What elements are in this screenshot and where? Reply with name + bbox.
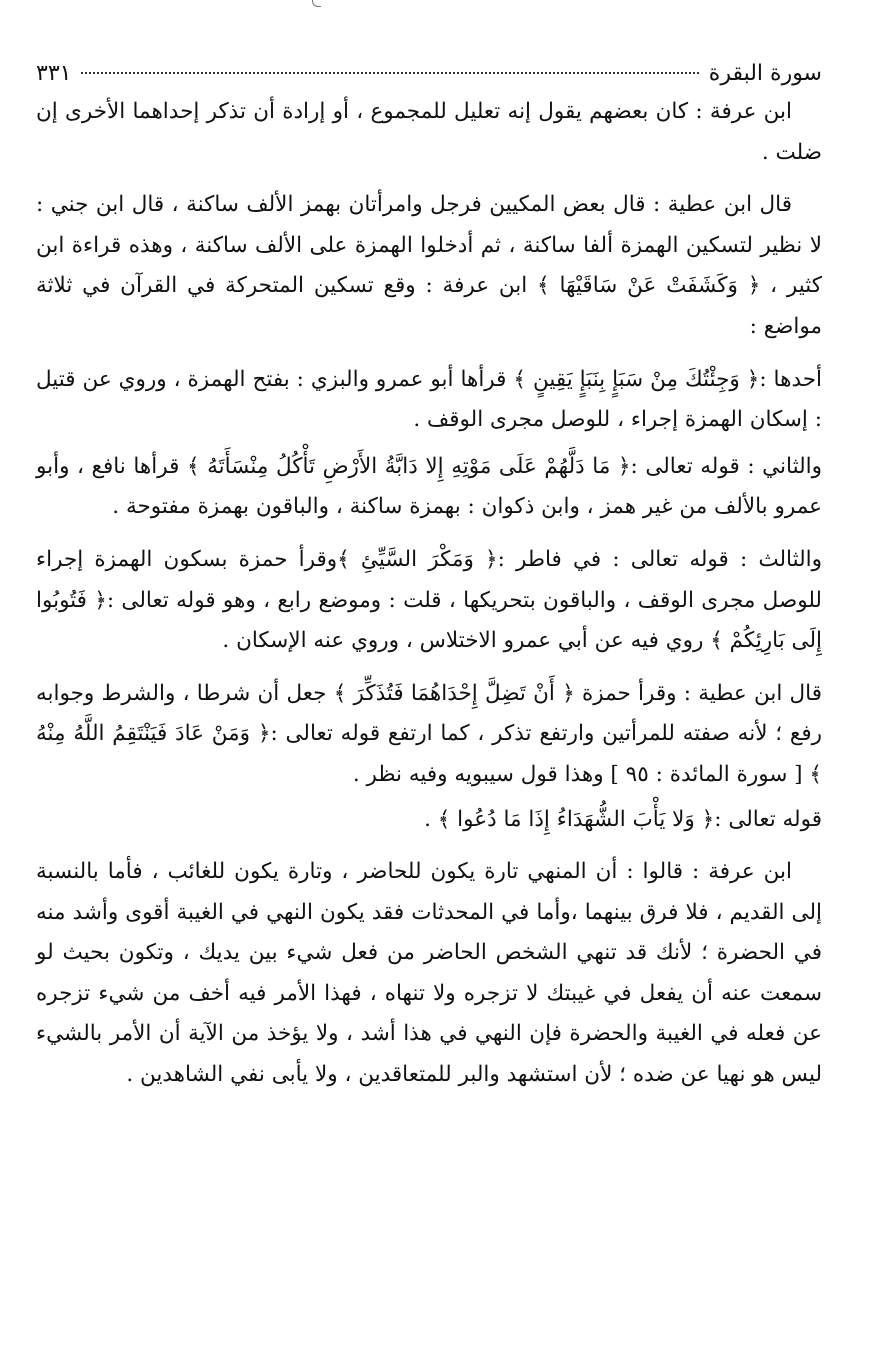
document-page [36, 56, 822, 1096]
header-dotted-rule [81, 72, 698, 74]
surah-title: سورة البقرة [708, 60, 822, 86]
paragraph-1: ابن عرفة : كان بعضهم يقول إنه تعليل للمجموع ، أو إرادة أن تذكر إحداهما الأخرى إن ضلت . [36, 99, 822, 165]
paragraph-3: أحدها :﴿ وَجِئْتُكَ مِنْ سَبَإٍ بِنَبَإٍ يَقِينٍ ﴾ قرأها أبو عمرو والبزي : بفتح الهمزة ، وروي عن قتيل : إسكان الهمزة إجراء ، للوصل مجرى الوقف . [36, 366, 822, 433]
paragraph-8: ابن عرفة : قالوا : أن المنهي تارة يكون للحاضر ، وتارة يكون للغائب ، فأما بالنسبة إلى القديم ، فلا فرق بينهما ،وأما في المحدثات فقد يكون النهي في الغيبة أقوى وأشد منه في الحضرة ؛ لأنك قد تنهي الشخص الحاضر من فعل شيء بين يديك ، وتكون بحيث لو سمعت عنه أن يفعل في غيبتك لا تزجره ولا تنهاه ، فهذا الأمر فيه أخف من شيء تزجره عن فعله في الغيبة والحضرة فإن النهي في هذا أشد ، ولا يؤخذ من الآية أن الأمر بالشيء ليس هو نهيا عن ضده ؛ لأن استشهد والبر للمتعاقدين ، ولا يأبى نفي الشاهدين . [36, 859, 822, 1088]
paragraph-6: قال ابن عطية : وقرأ حمزة ﴿ أَنْ تَضِلَّ إِحْدَاهُمَا فَتُذَكِّرَ ﴾ جعل أن شرطا ، والشرط وجوابه رفع ؛ لأنه صفته للمرأتين وارتفع تذكر ، كما ارتفع قوله تعالى :﴿ وَمَنْ عَادَ فَيَنْتَقِمُ اللَّهُ مِنْهُ ﴾ [ سورة المائدة : ٩٥ ] وهذا قول سيبويه وفيه نظر . [36, 680, 822, 787]
page-number: ٣٣١ [36, 60, 72, 86]
page-edge-mark [312, 0, 321, 7]
paragraph-4: والثاني : قوله تعالى :﴿ مَا دَلَّهُمْ عَلَى مَوْتِهِ إِلا دَابَّةُ الأَرْضِ تَأْكُلُ مِنْسَأَتَهُ ﴾ قرأها نافع ، وأبو عمرو بالألف من غير همز ، وابن ذكوان : بهمزة ساكنة ، والباقون بهمزة مفتوحة . [36, 453, 822, 520]
paragraph-2: قال ابن عطية : قال بعض المكيين فرجل وامرأتان بهمز الألف ساكنة ، قال ابن جني : لا نظير لتسكين الهمزة ألفا ساكنة ، ثم أدخلوا الهمزة على الألف ساكنة ، وهذه قراءة ابن كثير ، ﴿ وَكَشَفَتْ عَنْ سَاقَيْهَا ﴾ ابن عرفة : وقع تسكين المتحركة في القرآن في ثلاثة مواضع : [36, 192, 822, 339]
running-header [36, 56, 822, 90]
paragraph-5: والثالث : قوله تعالى : في فاطر :﴿ وَمَكْرَ السَّيِّئِ ﴾وقرأ حمزة بسكون الهمزة إجراء للوصل مجرى الوقف ، والباقون بتحريكها ، قلت : وموضع رابع ، وهو قوله تعالى :﴿ فَتُوبُوا إِلَى بَارِئِكُمْ ﴾ روي فيه عن أبي عمرو الاختلاس ، وروي عنه الإسكان . [36, 546, 822, 654]
paragraph-7: قوله تعالى :﴿ وَلا يَأْبَ الشُّهَدَاءُ إِذَا مَا دُعُوا ﴾ . [424, 806, 822, 832]
